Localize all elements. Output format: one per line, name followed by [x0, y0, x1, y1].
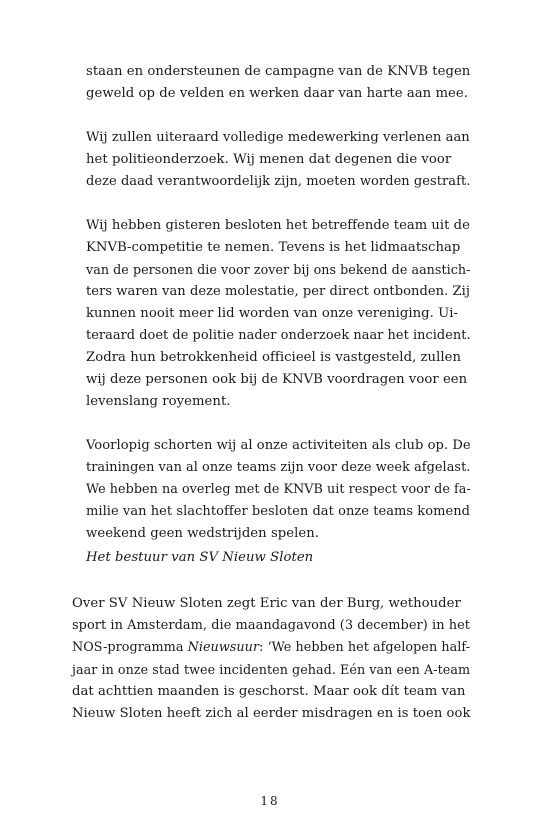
text-line: wij deze personen ook bij de KNVB voordragen voor een	[86, 372, 468, 387]
text-line: deze daad verantwoordelijk zijn, moeten worden gestraft.	[86, 174, 471, 189]
text-line	[72, 638, 470, 658]
text-line: Voorlopig schorten wij al onze activiteiten als club op. De	[86, 438, 471, 453]
text-line: Zodra hun betrokkenheid officieel is vastgesteld, zullen	[86, 350, 462, 365]
text-line: kunnen nooit meer lid worden van onze vereniging. Ui-	[86, 306, 459, 321]
text-line: Over SV Nieuw Sloten zegt Eric van der Burg, wethouder	[72, 596, 461, 611]
text-line: dat achttien maanden is geschorst. Maar ook dít team van	[72, 684, 466, 699]
text-line: weekend geen wedstrijden spelen.	[86, 526, 320, 541]
statement-signature: Het bestuur van SV Nieuw Sloten	[86, 550, 314, 565]
text-line: Wij zullen uiteraard volledige medewerking verlenen aan	[86, 130, 470, 145]
text-line: KNVB-competitie te nemen. Tevens is het lidmaatschap	[86, 240, 461, 255]
text-line: geweld op de velden en werken daar van harte aan mee.	[86, 86, 468, 101]
text-segment: : ‘We hebben het afgelopen half-	[259, 640, 471, 655]
text-line: levenslang royement.	[86, 394, 231, 409]
text-line: het politieonderzoek. Wij menen dat degenen die voor	[86, 152, 452, 167]
text-line: Nieuw Sloten heeft zich al eerder misdragen en is toen ook	[72, 706, 471, 721]
text-line: sport in Amsterdam, die maandagavond (3 december) in het	[72, 618, 470, 633]
text-line: We hebben na overleg met de KNVB uit respect voor de fa-	[86, 482, 471, 497]
text-line: ters waren van deze molestatie, per direct ontbonden. Zij	[86, 284, 470, 299]
page-number: 18	[260, 794, 280, 808]
text-line: van de personen die voor zover bij ons bekend de aanstich-	[86, 262, 471, 277]
text-line: staan en ondersteunen de campagne van de KNVB tegen	[86, 64, 471, 79]
program-title: Nieuwsuur	[187, 640, 260, 655]
text-line: milie van het slachtoffer besloten dat onze teams komend	[86, 504, 471, 519]
text-segment: NOS-programma	[72, 640, 188, 655]
text-line: trainingen van al onze teams zijn voor deze week afgelast.	[86, 460, 471, 475]
text-line: Wij hebben gisteren besloten het betreffende team uit de	[86, 218, 470, 233]
text-line: jaar in onze stad twee incidenten gehad. Eén van een A-team	[72, 662, 471, 677]
text-line: teraard doet de politie nader onderzoek naar het incident.	[86, 328, 471, 343]
